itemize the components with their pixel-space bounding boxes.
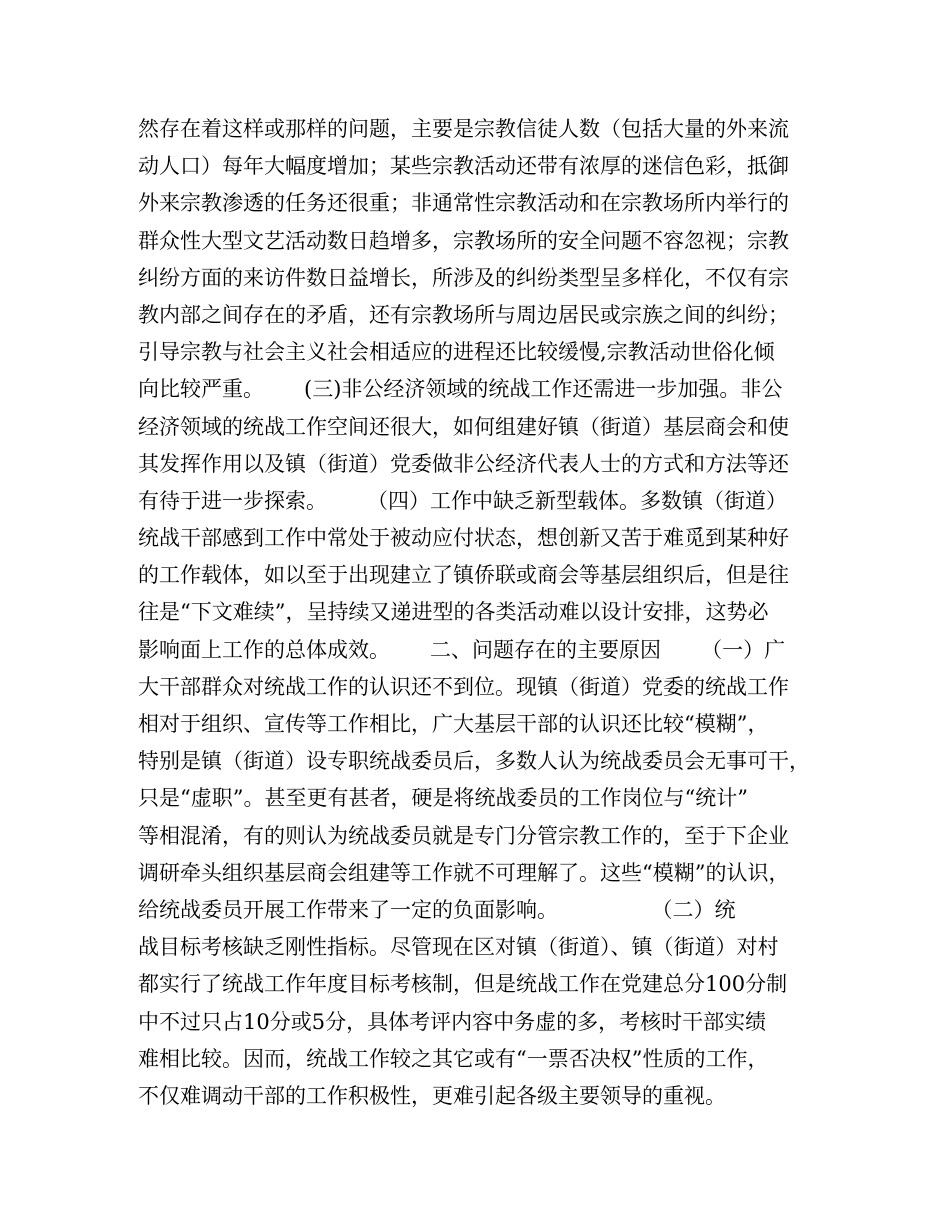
text-line: 不仅难调动干部的工作积极性，更难引起各级主要领导的重视。 — [138, 1083, 726, 1108]
text-line: 往是“下文难续”，呈持续又递进型的各类活动难以设计安排，这势必 — [138, 600, 769, 625]
text-line: 引导宗教与社会主义社会相适应的进程还比较缓慢,宗教活动世俗化倾 — [138, 340, 775, 365]
text-line: 统战干部感到工作中常处于被动应付状态，想创新又苦于难觅到某种好 — [138, 526, 789, 551]
text-line: 战目标考核缺乏刚性指标。尽管现在区对镇（街道）、镇（街道）对村 — [138, 935, 779, 960]
text-line: 向比较严重。 (三)非公经济领域的统战工作还需进一步加强。非公 — [138, 377, 783, 402]
text-line: 只是“虚职”。甚至更有甚者，硬是将统战委员的工作岗位与“统计” — [138, 786, 748, 811]
text-line: 影响面上工作的总体成效。 二、问题存在的主要原因 （一）广 — [138, 637, 786, 662]
text-line: 教内部之间存在的矛盾，还有宗教场所与周边居民或宗族之间的纠纷； — [138, 302, 789, 327]
text-line: 相对于组织、宣传等工作相比，广大基层干部的认识还比较“模糊”， — [138, 712, 769, 736]
text-line: 其发挥作用以及镇（街道）党委做非公经济代表人士的方式和方法等还 — [138, 451, 789, 476]
text-line: 给统战委员开展工作带来了一定的负面影响。 （二）统 — [138, 897, 736, 922]
text-line: 然存在着这样或那样的问题，主要是宗教信徒人数（包括大量的外来流 — [138, 117, 789, 141]
text-line: 的工作载体，如以至于出现建立了镇侨联或商会等基层组织后，但是往 — [138, 563, 789, 588]
text-line: 都实行了统战工作年度目标考核制，但是统战工作在党建总分100分制 — [138, 972, 788, 997]
text-line: 有待于进一步探索。 （四）工作中缺乏新型载体。多数镇（街道） — [138, 488, 788, 513]
text-line: 纠纷方面的来访件数日益增长，所涉及的纠纷类型呈多样化，不仅有宗 — [138, 265, 789, 290]
text-line: 特别是镇（街道）设专职统战委员后，多数人认为统战委员会无事可干， — [138, 749, 810, 774]
text-line: 等相混淆，有的则认为统战委员就是专门分管宗教工作的，至于下企业 — [138, 823, 789, 848]
text-line: 难相比较。因而，统战工作较之其它或有“一票否决权”性质的工作， — [138, 1046, 769, 1071]
text-line: 经济领域的统战工作空间还很大，如何组建好镇（街道）基层商会和使 — [138, 414, 789, 439]
text-line: 调研牵头组织基层商会组建等工作就不可理解了。这些“模糊”的认识， — [138, 860, 790, 885]
text-line: 中不过只占10分或5分，具体考评内容中务虚的多，考核时干部实绩 — [138, 1009, 767, 1034]
text-line: 群众性大型文艺活动数日趋增多，宗教场所的安全问题不容忽视；宗教 — [138, 228, 789, 253]
text-line: 动人口）每年大幅度增加；某些宗教活动还带有浓厚的迷信色彩，抵御 — [138, 154, 789, 179]
body-text — [138, 111, 818, 1115]
text-line: 外来宗教渗透的任务还很重；非通常性宗教活动和在宗教场所内举行的 — [138, 191, 789, 216]
text-line: 大干部群众对统战工作的认识还不到位。现镇（街道）党委的统战工作 — [138, 674, 789, 699]
